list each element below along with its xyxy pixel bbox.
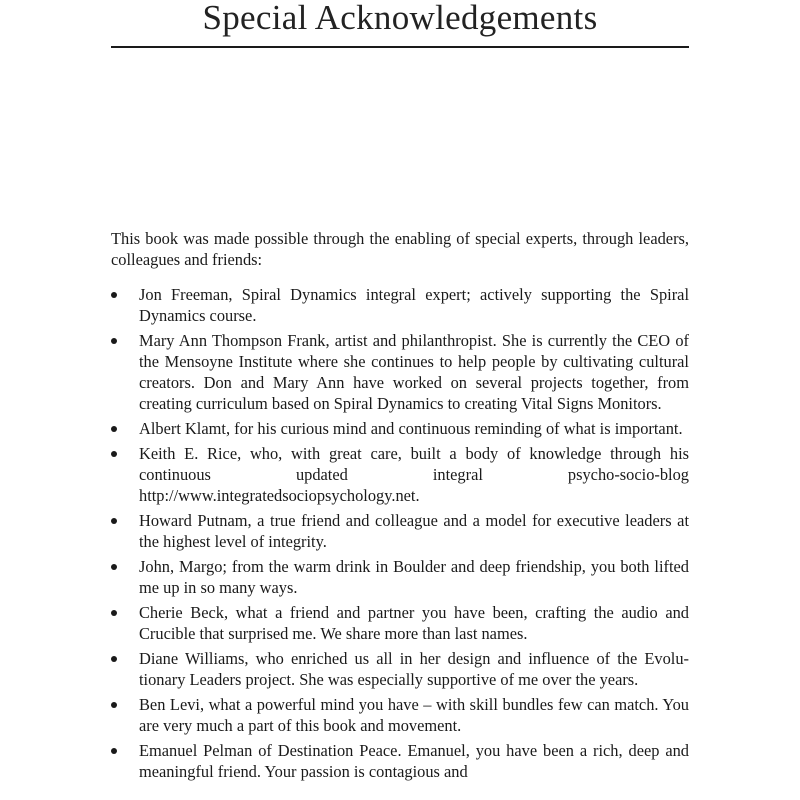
bullet-icon xyxy=(111,451,117,457)
list-item-text: Mary Ann Thompson Frank, artist and philanthropist. She is currently the CEO of the Mensoyne Institute where she continues to help people by cultivating cultural creators. Don and Mary Ann have worked on several projects together, from creating curriculum based on Spiral Dynamics to creating Vital Signs Monitors. xyxy=(139,331,689,413)
bullet-icon xyxy=(111,338,117,344)
list-item-text: Keith E. Rice, who, with great care, built a body of knowledge through his continuous updated integral psycho-socio-blog http://www.integratedsociopsychology.net. xyxy=(139,444,689,505)
list-item-text: Ben Levi, what a powerful mind you have – with skill bundles few can match. You are very much a part of this book and movement. xyxy=(139,695,689,735)
bullet-icon xyxy=(111,748,117,754)
list-item xyxy=(111,556,689,598)
bullet-icon xyxy=(111,610,117,616)
bullet-icon xyxy=(111,518,117,524)
list-item-text: John, Margo; from the warm drink in Boulder and deep friendship, you both lifted me up in so many ways. xyxy=(139,557,689,597)
list-item-text: Jon Freeman, Spiral Dynamics integral expert; actively supporting the Spiral Dynamics course. xyxy=(139,285,689,325)
list-item-text: Howard Putnam, a true friend and colleague and a model for executive leaders at the highest level of integrity. xyxy=(139,511,689,551)
list-item-text: Diane Williams, who enriched us all in her design and influence of the Evolutionary Leaders project. She was especially supportive of me over the years. xyxy=(139,649,689,689)
intro-paragraph: This book was made possible through the enabling of special experts, through leaders, colleagues and friends: xyxy=(111,229,689,269)
list-item xyxy=(111,284,689,326)
list-item xyxy=(111,510,689,552)
bullet-icon xyxy=(111,564,117,570)
bullet-icon xyxy=(111,656,117,662)
title-rule xyxy=(111,46,689,48)
list-item xyxy=(111,443,689,506)
list-item xyxy=(111,418,689,439)
page-title: Special Acknowledgements xyxy=(202,0,598,37)
list-item xyxy=(111,740,689,782)
list-item xyxy=(111,648,689,690)
bullet-icon xyxy=(111,292,117,298)
list-item-text: Cherie Beck, what a friend and partner you have been, crafting the audio and Crucible that surprised me. We share more than last names. xyxy=(139,603,689,643)
list-item-text: Albert Klamt, for his curious mind and continuous reminding of what is important. xyxy=(139,419,683,438)
bullet-icon xyxy=(111,426,117,432)
list-item-text: Emanuel Pelman of Destination Peace. Emanuel, you have been a rich, deep and meaningful friend. Your passion is contagious and xyxy=(139,741,689,781)
acknowledgement-list xyxy=(111,284,689,786)
bullet-icon xyxy=(111,702,117,708)
list-item xyxy=(111,694,689,736)
list-item xyxy=(111,330,689,414)
list-item xyxy=(111,602,689,644)
